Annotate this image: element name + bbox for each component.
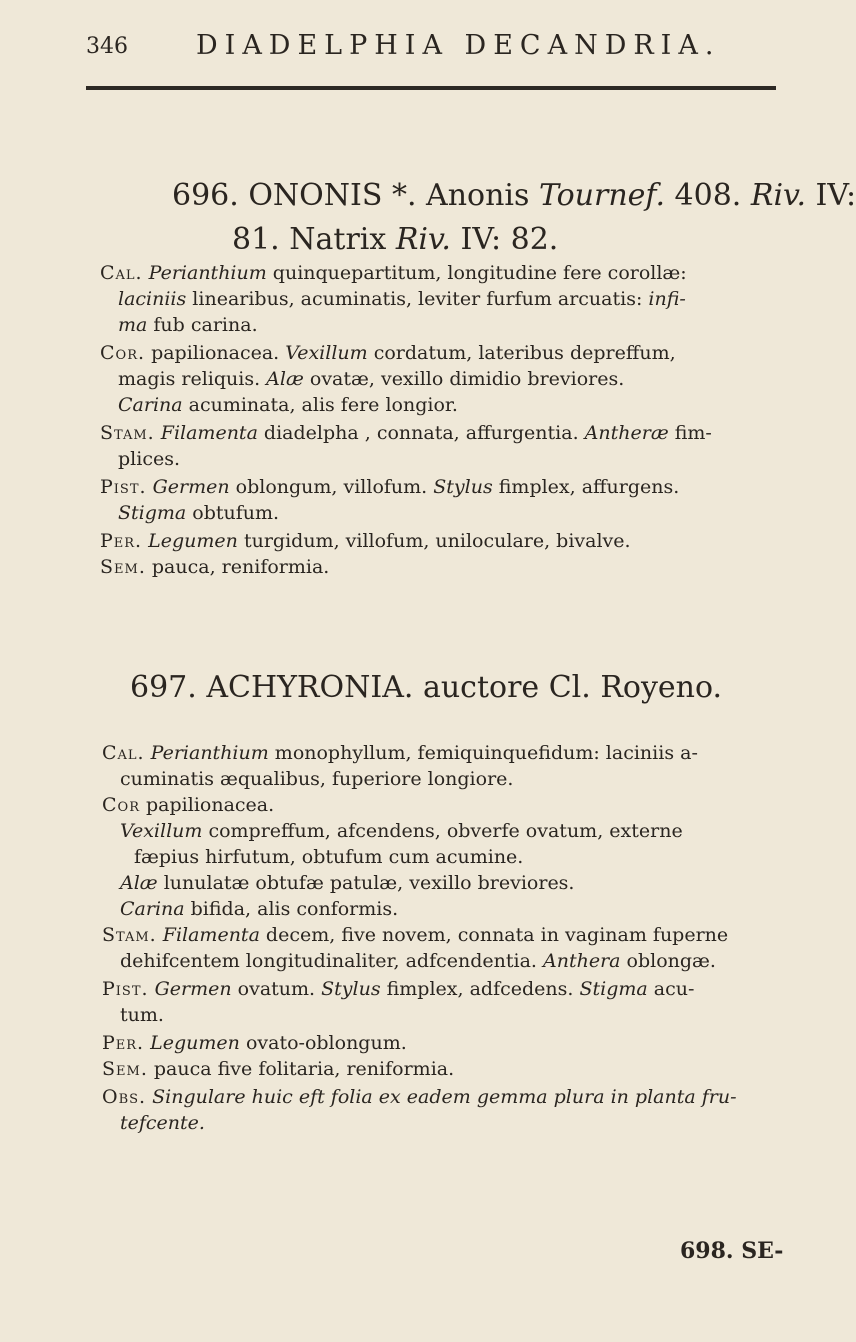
term: Filamenta — [162, 924, 260, 946]
text: ovatæ, vexillo dimidio breviores. — [303, 368, 625, 390]
page-number: 346 — [86, 34, 128, 59]
header-rule — [86, 86, 776, 90]
term: Perianthium — [150, 742, 269, 764]
term: Antheræ — [584, 422, 669, 444]
text: monophyllum, femiquinquefidum: laciniis a- — [268, 742, 698, 764]
text: fimplex, affurgens. — [492, 476, 680, 498]
text: magis reliquis. — [118, 368, 267, 390]
volume-ref: IV: 82. — [450, 222, 559, 257]
term: Legumen — [148, 530, 238, 552]
text: tum. — [120, 1004, 164, 1026]
term: Carina — [118, 394, 183, 416]
genus-696-line — [118, 450, 180, 469]
genus-696-line — [100, 264, 687, 283]
genus-697-line — [134, 848, 523, 867]
genus-696-line — [100, 558, 329, 577]
genus-697-line — [102, 1088, 737, 1107]
text: dehifcentem longitudinaliter, adfcendentia. — [120, 950, 543, 972]
genus-696-heading-line2 — [232, 222, 558, 257]
genus-696-line — [100, 424, 712, 443]
text: obtufum. — [186, 502, 280, 524]
term: Singulare huic eft folia ex eadem gemma plura in planta fru- — [152, 1086, 737, 1108]
genus-696-line — [118, 396, 458, 415]
section-label: Cal. — [102, 742, 145, 764]
term: ma — [118, 314, 148, 336]
section-label: Sem. — [100, 556, 146, 578]
text: fæpius hirfutum, obtufum cum acumine. — [134, 846, 524, 868]
term: Stigma — [579, 978, 648, 1000]
text: acu- — [647, 978, 695, 1000]
genus-697-line — [102, 1034, 407, 1053]
text: acuminata, alis fere longior. — [182, 394, 458, 416]
text: diadelpha , connata, affurgentia. — [257, 422, 585, 444]
author-rivinus: Riv. — [395, 222, 451, 257]
text: fim- — [668, 422, 712, 444]
text: cordatum, lateribus depreffum, — [367, 342, 676, 364]
genus-697-line — [102, 980, 694, 999]
term: Filamenta — [160, 422, 258, 444]
text: pauca five folitaria, reniformia. — [147, 1058, 455, 1080]
term: Legumen — [150, 1032, 240, 1054]
genus-696-line — [118, 370, 624, 389]
synonym-text: 81. Natrix — [232, 222, 396, 257]
section-label: Sem. — [102, 1058, 148, 1080]
genus-697-line — [102, 744, 698, 763]
term: infi- — [648, 288, 686, 310]
text: papilionacea. — [139, 794, 275, 816]
genus-696-heading-line1 — [172, 178, 856, 213]
text: fub carina. — [147, 314, 258, 336]
genus-696-line — [118, 290, 686, 309]
text: oblongum, villofum. — [229, 476, 434, 498]
section-label: Per. — [102, 1032, 145, 1054]
section-label: Pist. — [102, 978, 149, 1000]
volume-ref: IV: — [805, 178, 856, 213]
term: Stylus — [433, 476, 493, 498]
term: Alæ — [266, 368, 304, 390]
text: cuminatis æqualibus, fuperiore longiore. — [120, 768, 514, 790]
section-label: Pist. — [100, 476, 147, 498]
term: laciniis — [118, 288, 187, 310]
section-label: Cal. — [100, 262, 143, 284]
term: Vexillum — [120, 820, 203, 842]
genus-697-line — [120, 900, 398, 919]
text: oblongæ. — [620, 950, 716, 972]
text: linearibus, acuminatis, leviter furfum arcuatis: — [186, 288, 649, 310]
genus-696-line — [100, 532, 631, 551]
text: bifida, alis conformis. — [184, 898, 399, 920]
term: Germen — [152, 476, 230, 498]
term: Germen — [154, 978, 232, 1000]
text: compreffum, afcendens, obverfe ovatum, externe — [202, 820, 683, 842]
genus-697-line — [120, 1114, 205, 1133]
text: plices. — [118, 448, 180, 470]
catchword: 698. SE- — [680, 1238, 784, 1264]
text: decem, five novem, connata in vaginam fuperne — [259, 924, 729, 946]
section-label: Cor. — [100, 342, 146, 364]
section-label: Cor — [102, 794, 140, 816]
page-ref: 408. — [665, 178, 751, 213]
genus-697-line — [120, 1006, 164, 1025]
genus-697-line — [102, 796, 274, 815]
genus-696-line — [100, 344, 676, 363]
genus-697-heading: 697. ACHYRONIA. auctore Cl. Royeno. — [130, 670, 723, 705]
term: Stylus — [321, 978, 381, 1000]
text: ovatum. — [231, 978, 322, 1000]
text: pauca, reniformia. — [145, 556, 330, 578]
section-label: Stam. — [100, 422, 155, 444]
text: papilionacea. — [145, 342, 286, 364]
text: turgidum, villofum, uniloculare, bivalve. — [237, 530, 631, 552]
section-label: Obs. — [102, 1086, 147, 1108]
genus-697-line — [102, 926, 728, 945]
term: tefcente. — [120, 1112, 205, 1134]
term: Carina — [120, 898, 185, 920]
term: Vexillum — [285, 342, 368, 364]
running-head: DIADELPHIA DECANDRIA. — [196, 30, 721, 61]
genus-696-line — [100, 478, 679, 497]
genus-697-line — [120, 770, 513, 789]
text: lunulatæ obtufæ patulæ, vexillo breviores. — [157, 872, 575, 894]
genus-697-line — [102, 1060, 454, 1079]
section-label: Per. — [100, 530, 143, 552]
text: ovato-oblongum. — [239, 1032, 407, 1054]
term: Perianthium — [148, 262, 267, 284]
term: Alæ — [120, 872, 158, 894]
genus-697-line — [120, 952, 716, 971]
author-rivinus: Riv. — [750, 178, 806, 213]
genus-696-line — [118, 504, 279, 523]
text: quinquepartitum, longitudine fere corollæ: — [266, 262, 687, 284]
term: Anthera — [543, 950, 621, 972]
author-tournefort: Tournef. — [538, 178, 665, 213]
genus-696-line — [118, 316, 258, 335]
term: Stigma — [118, 502, 187, 524]
genus-697-line — [120, 822, 683, 841]
genus-696-heading-text: 696. ONONIS *. Anonis — [172, 178, 539, 213]
text: fimplex, adfcedens. — [380, 978, 580, 1000]
genus-697-line — [120, 874, 574, 893]
section-label: Stam. — [102, 924, 157, 946]
